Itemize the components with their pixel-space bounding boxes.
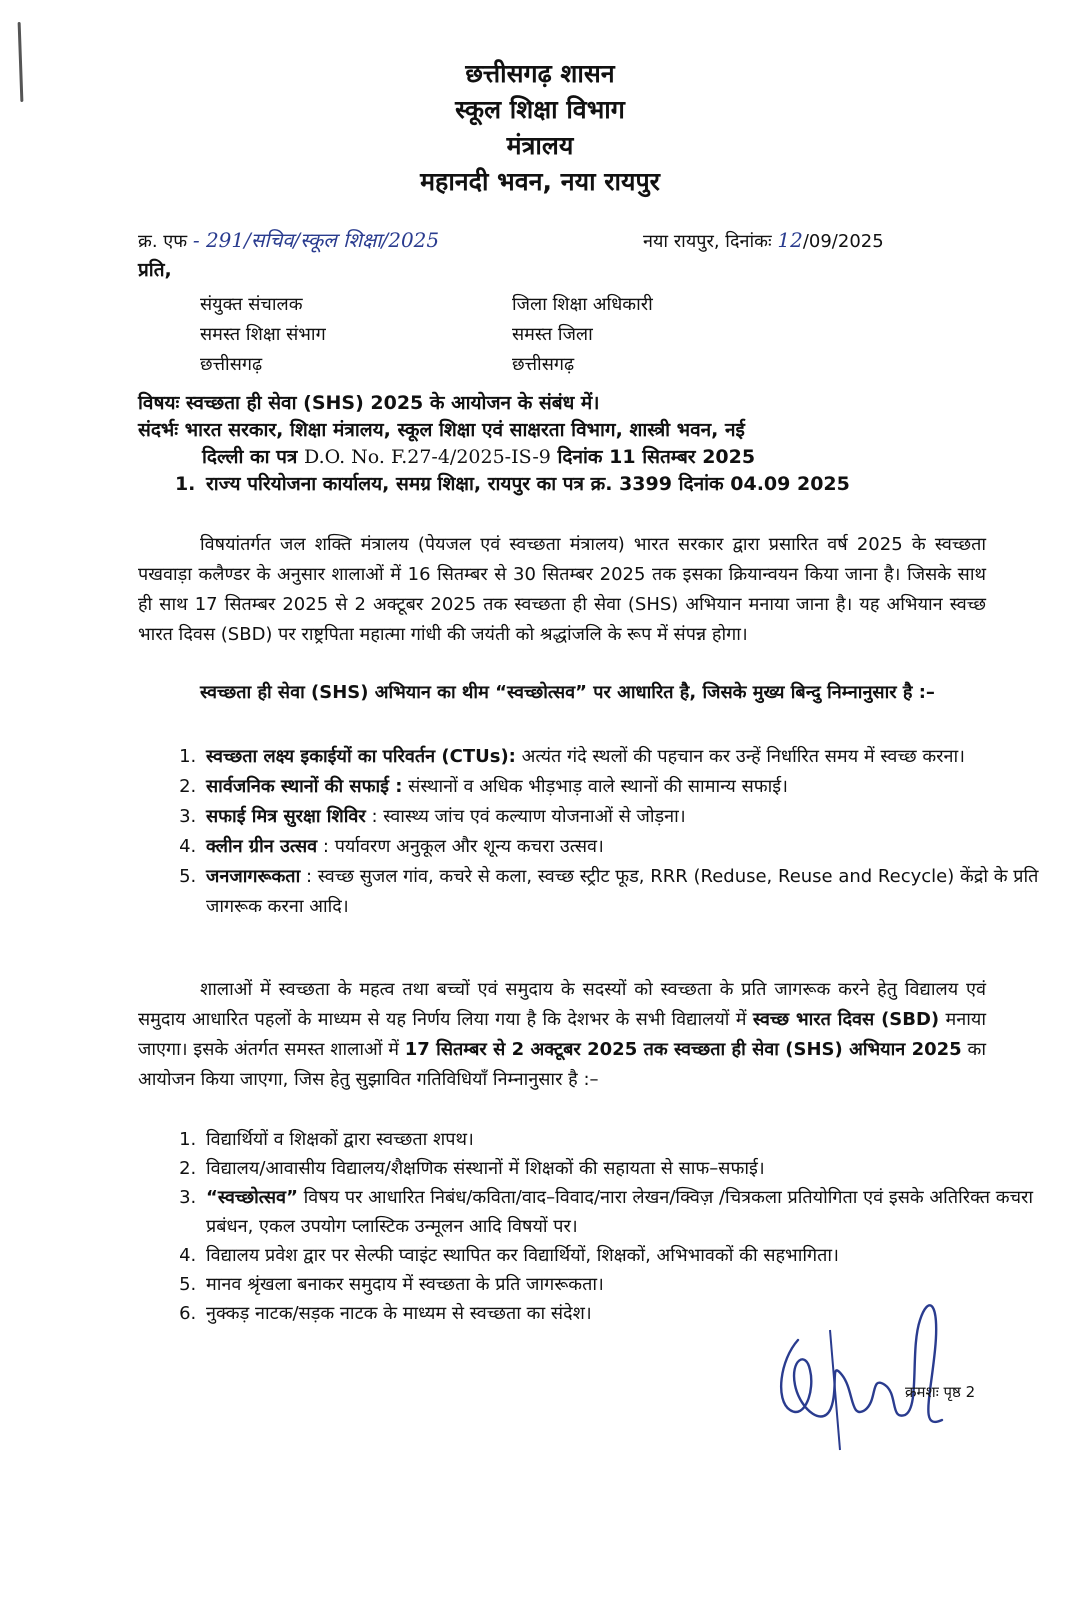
- activity-title: “स्वच्छोत्सव”: [206, 1187, 298, 1208]
- point-title: जनजागरूकता: [206, 866, 301, 887]
- date-rest: /09/2025: [802, 231, 884, 252]
- activity-text: विषय पर आधारित निबंध/कविता/वाद–विवाद/नारा लेखन/क्विज़ /चित्रकला प्रतियोगिता एवं इसके अतिरिक्त कचरा प्रबंधन, एकल उपयोग प्लास्टिक उन्मूलन आदि विषयों पर।: [206, 1187, 1034, 1237]
- decision-highlight: 17 सितम्बर से 2 अक्टूबर 2025 तक स्वच्छता ही सेवा (SHS) अभियान 2025: [404, 1039, 962, 1060]
- header-line-3: मंत्रालय: [506, 131, 574, 160]
- point-title: सफाई मित्र सुरक्षा शिविर: [206, 806, 366, 827]
- list-item: [202, 1125, 1052, 1154]
- addressee-left-line: संयुक्त संचालक: [200, 294, 303, 315]
- header-line-4: महानदी भवन, नया रायपुर: [420, 167, 660, 196]
- reference-do-number: D.O. No. F.27-4/2025-IS-9: [304, 446, 551, 468]
- paragraph-theme: स्वच्छता ही सेवा (SHS) अभियान का थीम “स्वच्छोत्सव” पर आधारित है, जिसके मुख्य बिन्दु निम्नानुसार है :–: [200, 682, 935, 703]
- subject-block: [138, 390, 988, 498]
- subject-line: विषयः स्वच्छता ही सेवा (SHS) 2025 के आयोजन के संबंध में।: [138, 392, 600, 414]
- list-item: [202, 742, 1052, 772]
- decision-text: शालाओं में स्वच्छता के महत्व तथा बच्चों एवं समुदाय के सदस्यों को स्वच्छता के प्रति जागरूक करने हेतु विद्यालय एवं समुदाय आधारित पहलों के माध्यम से यह निर्णय लिया गया है कि देशभर के सभी विद्यालयों में: [138, 979, 986, 1030]
- addressee-left: [200, 290, 326, 380]
- addressee-right-line: छत्तीसगढ़: [512, 354, 575, 375]
- point-text: : स्वास्थ्य जांच एवं कल्याण योजनाओं से जोड़ना।: [365, 806, 686, 827]
- theme-points-list: [138, 742, 1052, 922]
- point-title: स्वच्छता लक्ष्य इकाईयों का परिवर्तन (CTUs):: [206, 746, 516, 767]
- point-text: संस्थानों व अधिक भीड़भाड़ वाले स्थानों की सामान्य सफाई।: [402, 776, 788, 797]
- activity-text: नुक्कड़ नाटक/सड़क नाटक के माध्यम से स्वच्छता का संदेश।: [206, 1303, 592, 1324]
- header-line-1: छत्तीसगढ़ शासन: [465, 59, 615, 88]
- paragraph-intro: विषयांतर्गत जल शक्ति मंत्रालय (पेयजल एवं स्वच्छता मंत्रालय) भारत सरकार द्वारा प्रसारित वर्ष 2025 के स्वच्छता पखवाड़ा कलैण्डर के अनुसार शालाओं में 16 सितम्बर से 30 सितम्बर 2025 तक इसका क्रियान्वयन किया जाना है। जिसके साथ ही साथ 17 सितम्बर 2025 से 2 अक्टूबर 2025 तक स्वच्छता ही सेवा (SHS) अभियान मनाया जाना है। यह अभियान स्वच्छ भारत दिवस (SBD) पर राष्ट्रपिता महात्मा गांधी की जयंती को श्रद्धांजलि के रूप में संपन्न होगा।: [138, 534, 986, 645]
- ref-number-handwritten: - 291/सचिव/स्कूल शिक्षा/2025: [192, 228, 440, 252]
- reference-line-2: [138, 444, 988, 471]
- reference-list: [138, 471, 988, 498]
- ref-prefix: क्र. एफ: [138, 231, 188, 252]
- activity-text: विद्यालय/आवासीय विद्यालय/शैक्षणिक संस्थानों में शिक्षकों की सहायता से साफ–सफाई।: [206, 1158, 765, 1179]
- point-title: सार्वजनिक स्थानों की सफाई :: [206, 776, 403, 797]
- paragraph-decision: [138, 975, 986, 1095]
- list-item: [202, 1183, 1052, 1241]
- signature-image: [770, 1290, 980, 1460]
- reference-date: दिनांक 11 सितम्बर 2025: [557, 446, 756, 468]
- point-title: क्लीन ग्रीन उत्सव: [206, 836, 318, 857]
- point-text: : पर्यावरण अनुकूल और शून्य कचरा उत्सव।: [317, 836, 604, 857]
- reference-item: 1. राज्य परियोजना कार्यालय, समग्र शिक्षा, रायपुर का पत्र क्र. 3399 दिनांक 04.09 2025: [202, 471, 988, 498]
- list-item: [202, 772, 1052, 802]
- addressee-left-line: छत्तीसगढ़: [200, 354, 263, 375]
- reference-line-1: संदर्भः भारत सरकार, शिक्षा मंत्रालय, स्कूल शिक्षा एवं साक्षरता विभाग, शास्त्री भवन, नई: [138, 419, 745, 441]
- letter-date: [643, 228, 884, 253]
- date-day-handwritten: 12: [777, 228, 803, 252]
- addressee-right-line: जिला शिक्षा अधिकारी: [512, 294, 653, 315]
- reference-line: [138, 226, 938, 253]
- date-label: नया रायपुर, दिनांकः: [643, 231, 772, 252]
- point-text: : स्वच्छ सुजल गांव, कचरे से कला, स्वच्छ स्ट्रीट फूड, RRR (Reduse, Reuse and Recycle) केंद्रो के प्रति जागरूक करना आदि।: [206, 866, 1039, 917]
- addressee-left-line: समस्त शिक्षा संभाग: [200, 324, 326, 345]
- activity-text: मानव श्रृंखला बनाकर समुदाय में स्वच्छता के प्रति जागरूकता।: [206, 1274, 604, 1295]
- reference-letter-of: दिल्ली का पत्र: [202, 446, 298, 468]
- decision-highlight: स्वच्छ भारत दिवस (SBD): [752, 1009, 940, 1030]
- list-item: [202, 862, 1052, 922]
- list-item: [202, 1241, 1052, 1270]
- header-line-2: स्कूल शिक्षा विभाग: [455, 95, 625, 124]
- decision-text: मनाया जाएगा। इसके अंतर्गत समस्त शालाओं में: [138, 1009, 987, 1060]
- list-item: [202, 1154, 1052, 1183]
- point-text: अत्यंत गंदे स्थलों की पहचान कर उन्हें निर्धारित समय में स्वच्छ करना।: [515, 746, 965, 767]
- letterhead: [0, 56, 1080, 200]
- activity-text: विद्यालय प्रवेश द्वार पर सेल्फी प्वाइंट स्थापित कर विद्यार्थियों, शिक्षकों, अभिभावकों की सहभागिता।: [206, 1245, 839, 1266]
- decision-text: का आयोजन किया जाएगा, जिस हेतु सुझावित गतिविधियाँ निम्नानुसार है :–: [138, 1039, 986, 1090]
- salutation: प्रति,: [138, 259, 172, 281]
- addressee-right-line: समस्त जिला: [512, 324, 593, 345]
- page-continued-note: क्रमशः पृष्ठ 2: [905, 1383, 976, 1401]
- addressee-right: [512, 290, 653, 380]
- list-item: [202, 832, 1052, 862]
- activity-text: विद्यार्थियों व शिक्षकों द्वारा स्वच्छता शपथ।: [206, 1129, 474, 1150]
- list-item: [202, 802, 1052, 832]
